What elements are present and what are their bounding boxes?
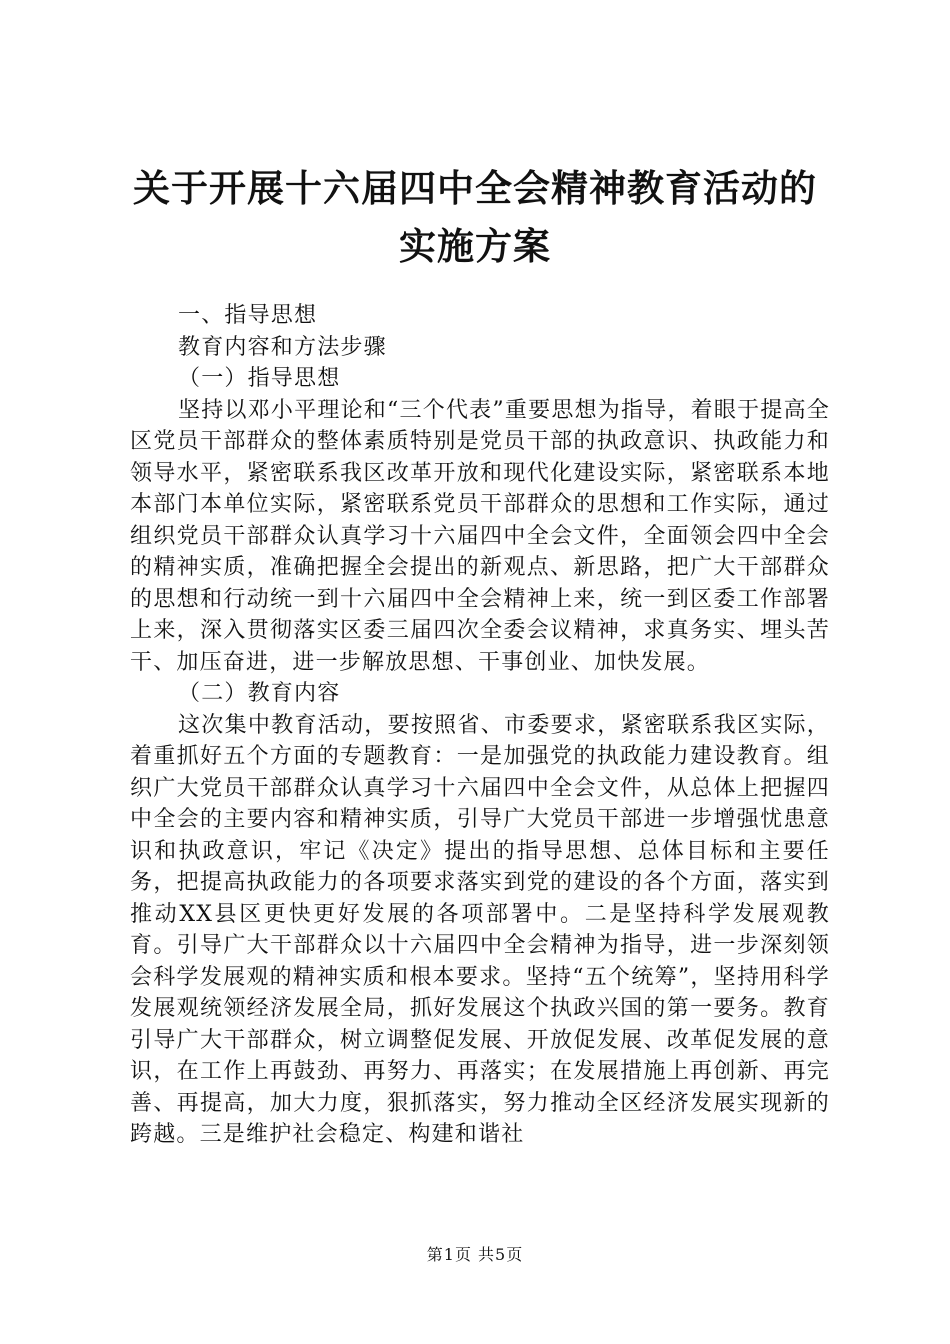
document-title: 关于开展十六届四中全会精神教育活动的实施方案 [133,167,817,268]
section-subtitle: 教育内容和方法步骤 [178,334,387,360]
section-heading: 一、指导思想 [178,303,318,328]
page-footer: 第1页 共5页 [426,1245,524,1264]
paragraph-1: 坚持以邓小平理论和“三个代表”重要思想为指导，着眼于提高全区党员干部群众的整体素质特别是党员干部的执政意识、执政能力和领导水平，紧密联系我区改革开放和现代化建设实际，紧密联系本地本部门本单位实际，紧密联系党员干部群众的思想和工作实际，通过组织党员干部群众认真学习十六届四中全会文件，全面领会四中全会的精神实质，准确把握全会提出的新观点、新思路，把广大干部群众的思想和行动统一到十六届四中全会精神上来，统一到区委工作部署上来，深入贯彻落实区委三届四次全委会议精神，求真务实、埋头苦干、加压奋进，进一步解放思想、干事创业、加快发展。 [130,397,830,675]
subsection-heading-1: （一）指导思想 [178,366,341,391]
subsection-heading-2: （二）教育内容 [178,681,341,706]
document-body [130,300,830,1151]
paragraph-2: 这次集中教育活动，要按照省、市委要求，紧密联系我区实际，着重抓好五个方面的专题教育：一是加强党的执政能力建设教育。组织广大党员干部群众认真学习十六届四中全会文件，从总体上把握四中全会的主要内容和精神实质，引导广大党员干部进一步增强忧患意识和执政意识，牢记《决定》提出的指导思想、总体目标和主要任务，把提高执政能力的各项要求落实到党的建设的各个方面，落实到推动XX县区更快更好发展的各项部署中。二是坚持科学发展观教育。引导广大干部群众以十六届四中全会精神为指导，进一步深刻领会科学发展观的精神实质和根本要求。坚持“五个统筹”，坚持用科学发展观统领经济发展全局，抓好发展这个执政兴国的第一要务。教育引导广大干部群众，树立调整促发展、开放促发展、改革促发展的意识，在工作上再鼓劲、再努力、再落实；在发展措施上再创新、再完善、再提高，加大力度，狠抓落实，努力推动全区经济发展实现新的跨越。三是维护社会稳定、构建和谐社 [130,712,830,1147]
